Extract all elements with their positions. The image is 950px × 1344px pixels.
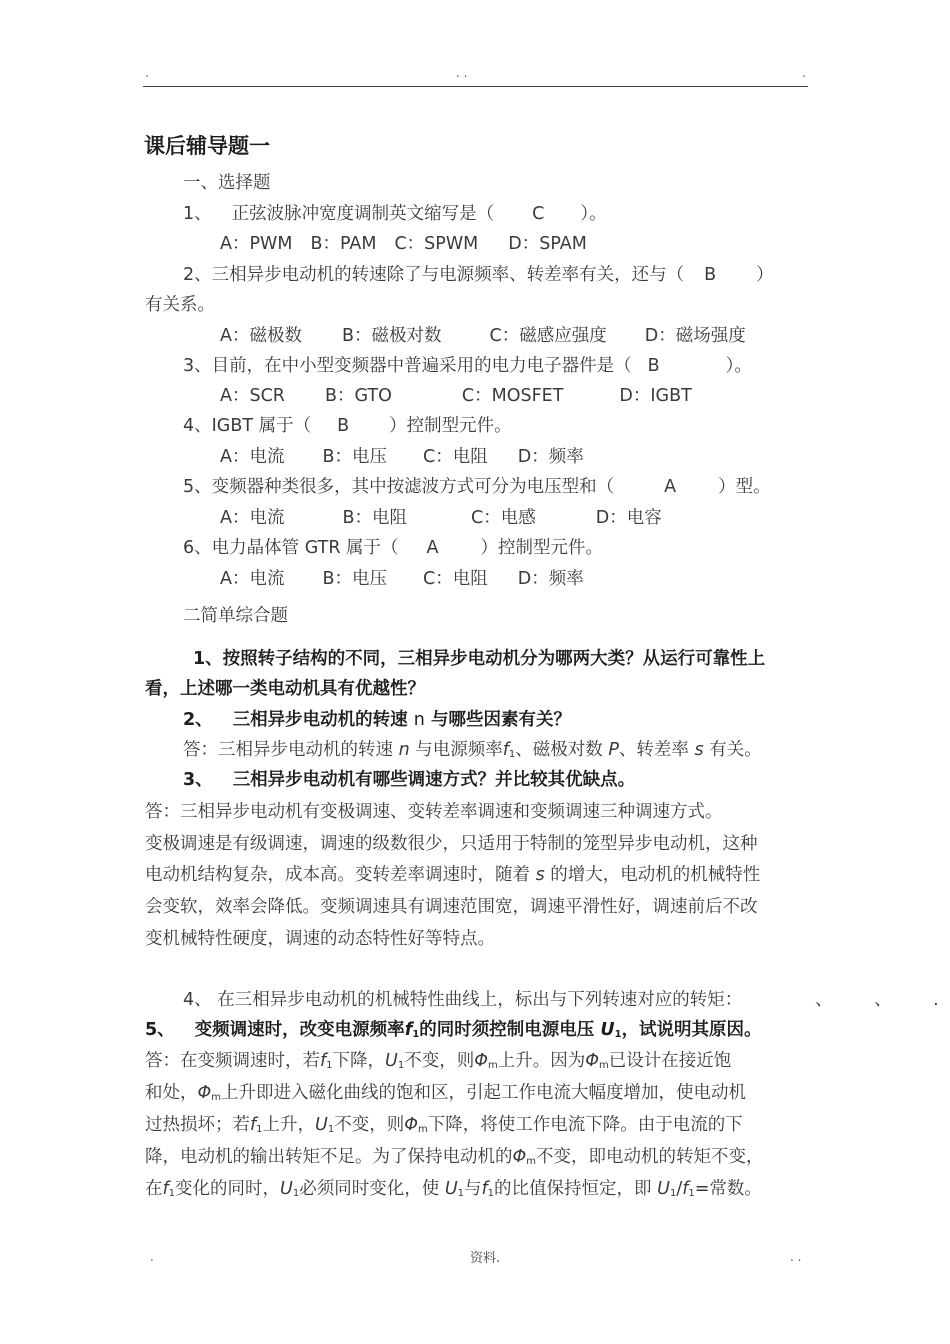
page-title: 课后辅导题一 [144,134,270,158]
comprehensive-answer-5-line-5: 在$f_1$变化的同时，$U_1$必须同时变化，使 $U_1$与$f_1$的比值保持恒定，即 $U_1/f_1=$常数。 [145,1179,762,1199]
question-4-marks: 、 、 . [815,990,939,1010]
answer-1: C [532,204,545,224]
footer-label: 资料. [470,1251,501,1266]
options-3: A：SCR B：GTO C：MOSFET D：IGBT [220,386,692,406]
comprehensive-question-2: 2、 三相异步电动机的转速 n 与哪些因素有关？ [183,710,571,730]
question-4: 4、IGBT 属于（ B ）控制型元件。 [183,416,512,436]
comprehensive-answer-5-line-4: 降，电动机的输出转矩不足。为了保持电动机的$\Phi_m$不变，即电动机的转矩不变， [145,1147,764,1167]
comprehensive-answer-3-line-1: 答：三相异步电动机有变极调速、变转差率调速和变频调速三种调速方式。 [145,802,723,822]
answer-3: B [647,356,660,376]
section-choice-heading: 一、选择题 [183,173,271,193]
comprehensive-question-4: 4、 在三相异步电动机的机械特性曲线上，标出与下列转速对应的转矩： [183,990,743,1010]
options-6: A：电流 B：电压 C：电阻 D：频率 [220,569,584,589]
header-dot-middle: . . [456,66,468,80]
question-6: 6、电力晶体管 GTR 属于（ A ）控制型元件。 [183,538,604,558]
question-3: 3、目前，在中小型变频器中普遍采用的电力电子器件是（ B ）。 [183,356,752,376]
comprehensive-answer-3-line-3: 电动机结构复杂，成本高。变转差率调速时，随着 s 的增大，电动机的机械特性 [145,865,761,885]
question-2: 2、三相异步电动机的转速除了与电源频率、转差率有关，还与（ B ） [183,265,774,285]
comprehensive-question-1: 1、按照转子结构的不同，三相异步电动机分为哪两大类？从运行可靠性上 [193,649,766,669]
comprehensive-answer-3-line-4: 会变软，效率会降低。变频调速具有调速范围宽，调速平滑性好，调速前后不改 [145,897,758,917]
answer-6: A [426,538,439,558]
comprehensive-answer-3-line-5: 变机械特性硬度，调速的动态特性好等特点。 [145,929,495,949]
comprehensive-question-1-cont: 看，上述哪一类电动机具有优越性？ [145,679,425,699]
question-5: 5、变频器种类很多，其中按滤波方式可分为电压型和（ A ）型。 [183,477,771,497]
header-dot-left: . [145,66,149,80]
answer-4: B [337,416,350,436]
comprehensive-answer-2: 答：三相异步电动机的转速 n 与电源频率$f_1$、磁极对数 P、转差率 s 有关。 [183,740,762,760]
options-4: A：电流 B：电压 C：电阻 D：频率 [220,447,584,467]
question-2-cont: 有关系。 [145,295,215,315]
comprehensive-question-5: 5、 变频调速时，改变电源频率$f_1$的同时须控制电源电压 $U_1$，试说明其原因。 [145,1020,762,1040]
comprehensive-answer-5-line-3: 过热损坏；若$f_1$上升，$U_1$不变，则$\Phi_m$下降，将使工作电流下降。由于电流的下 [145,1115,743,1135]
options-5: A：电流 B：电阻 C：电感 D：电容 [220,508,662,528]
options-1: A：PWM B：PAM C：SPWM D：SPAM [220,234,587,254]
answer-2: B [704,265,717,285]
answer-5: A [664,477,677,497]
comprehensive-answer-5-line-2: 和处，$\Phi_m$上升即进入磁化曲线的饱和区，引起工作电流大幅度增加，使电动机 [145,1083,747,1103]
header-dot-right: . [802,66,806,80]
comprehensive-answer-5-line-1: 答：在变频调速时，若$f_1$下降，$U_1$不变，则$\Phi_m$上升。因为$\Phi_m$已设计在接近饱 [145,1051,732,1071]
comprehensive-question-3: 3、 三相异步电动机有哪些调速方式？并比较其优缺点。 [183,770,636,790]
comprehensive-answer-3-line-2: 变极调速是有级调速，调速的级数很少，只适用于特制的笼型异步电动机，这种 [145,834,758,854]
header-rule [143,86,808,87]
footer-dot-right: . . [790,1250,802,1264]
question-1: 1、 正弦波脉冲宽度调制英文缩写是（ C ）。 [183,204,607,224]
footer-dot-left: . [150,1250,154,1264]
section-comprehensive-heading: 二简单综合题 [183,606,288,626]
options-2: A：磁极数 B：磁极对数 C：磁感应强度 D：磁场强度 [220,326,746,346]
